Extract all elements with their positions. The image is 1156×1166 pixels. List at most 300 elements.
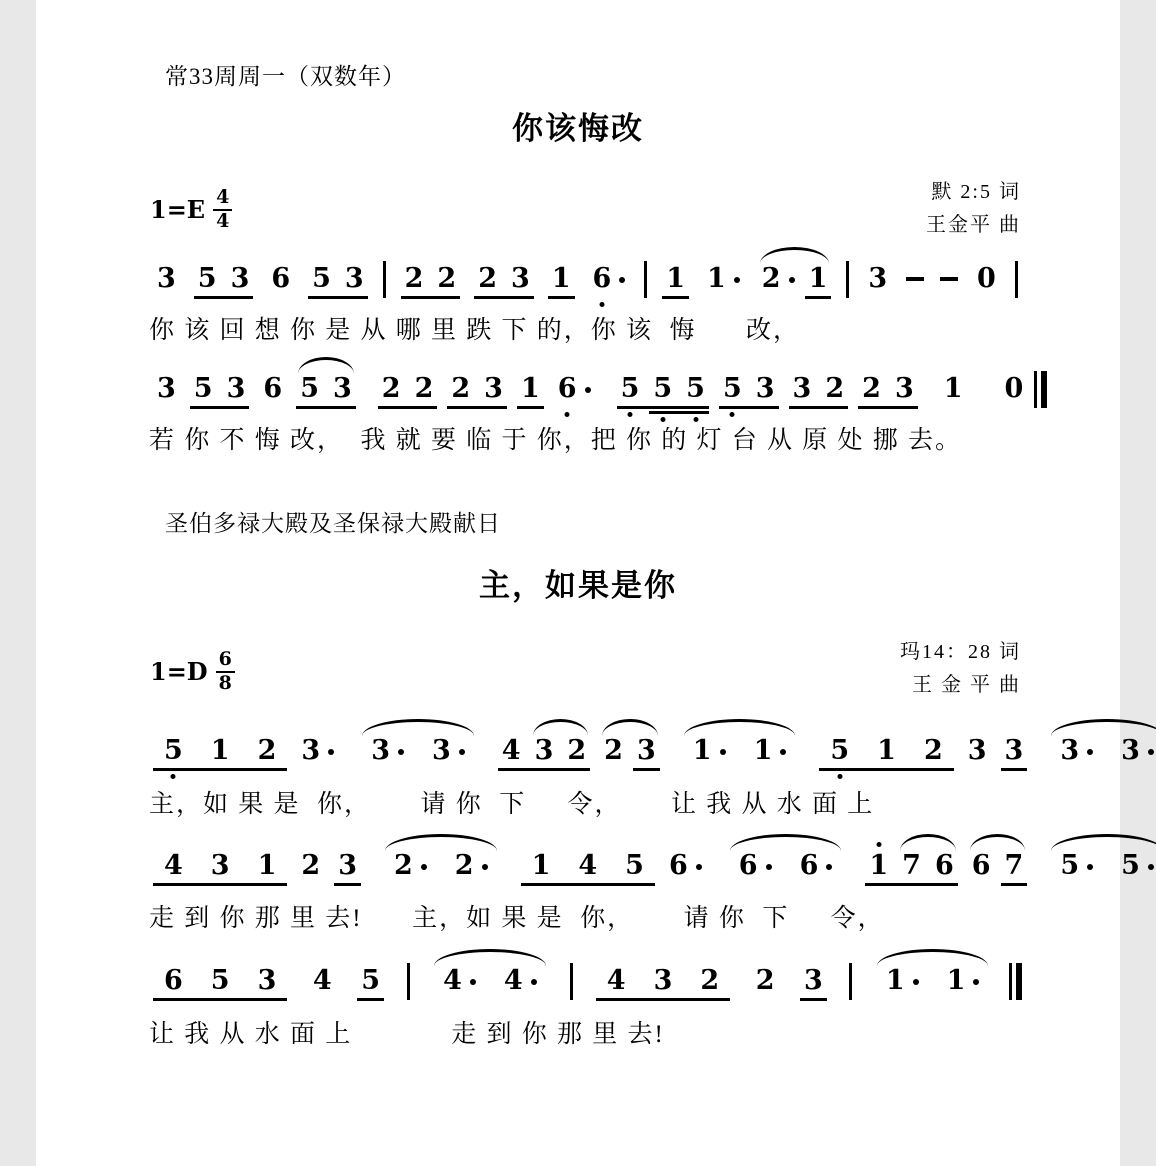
note [293,374,326,404]
beam-underline [308,296,368,299]
slur-arc [602,719,658,736]
note-digit: 6 [263,373,283,404]
barline [644,261,647,298]
note-group [861,264,894,294]
augmentation-dot [734,277,740,283]
note-digit: 3 [894,373,914,404]
note-group [965,851,1031,881]
note-segment [998,374,1031,404]
note-segment [1046,851,1156,881]
note-group [514,374,547,404]
note [375,374,408,404]
augmentation-dot [585,387,591,393]
note [593,966,640,996]
beam-underline [617,406,709,409]
song1-meter-denominator: 4 [216,210,230,232]
note-digit: 5 [1121,850,1140,881]
song1-key-text: 1=E [150,195,206,224]
note [872,966,933,996]
note-digit: 3 [534,735,554,766]
song2-music-line-2 [148,843,1140,889]
note-segment [398,264,464,294]
note [786,851,847,881]
augmentation-dot [531,979,537,985]
note-digit: 2 [761,263,781,294]
note-group [700,264,747,294]
slur-arc [877,949,989,966]
note [961,736,994,766]
beam-underline [800,998,827,1001]
song1-credits [926,176,1021,242]
barline [1015,261,1018,298]
note-group [429,966,551,996]
note-group [937,374,970,404]
note [740,736,801,766]
note [818,374,851,404]
note [408,374,441,404]
beam-underline [719,406,779,409]
song2-key-signature [150,650,235,693]
note-digit: 3 [226,373,246,404]
note [630,736,663,766]
note [545,264,578,294]
note [998,736,1031,766]
note-segment [965,851,998,881]
slur-arc [970,834,1026,851]
note-group [998,374,1031,404]
note [970,264,1003,294]
beam-underline [334,883,361,886]
song1-lyrics-line-2: 若 你 不 悔 改， 我 就 要 临 于 你，把 你 的 灯 台 从 原 处 挪 去。 [149,427,963,454]
note-digit: 3 [484,373,503,404]
beam-underline [633,768,660,771]
note [150,264,183,294]
note-segment [444,374,510,404]
note-group [150,851,290,881]
song1-composer: 王金平 曲 [926,214,1021,236]
note-segment [150,736,290,766]
song1-time-signature [213,188,232,231]
note-digit: 1 [885,965,905,996]
note-digit: 1 [877,735,896,766]
note [755,264,802,294]
note-digit: 6 [558,374,577,404]
note-digit: 2 [862,373,881,404]
beam-underline [401,296,461,299]
note [380,851,441,881]
note-segment [862,851,895,881]
note-digit: 2 [393,850,413,881]
beam-underline [805,296,832,299]
note [477,374,510,404]
note-group [679,736,801,766]
beam-underline [858,406,918,409]
octave-down-dot [565,412,570,417]
note-segment [191,264,257,294]
note [597,736,630,766]
beam-underline [357,998,384,1001]
beam-underline-second [649,411,709,414]
note [197,851,244,881]
note [679,374,712,404]
note-digit: 7 [1004,850,1024,881]
note [1107,851,1156,881]
note-segment [816,736,956,766]
octave-down-dot [627,412,632,417]
note-digit: 1 [692,735,712,766]
note-group [755,264,835,294]
note [802,264,835,294]
note-digit: 2 [257,735,277,766]
note-group [294,851,327,881]
slur-arc [684,719,796,736]
note-segment [802,264,835,294]
note-group [797,966,830,996]
note-segment [998,736,1031,766]
note-group [545,264,578,294]
augmentation-dot [720,749,726,755]
note [700,264,747,294]
slur-arc [730,834,842,851]
note-segment [331,851,364,881]
note-group [593,966,733,996]
note-digit: 6 [738,850,758,881]
note [354,966,387,996]
augmentation-dot [1087,749,1093,755]
note [305,264,338,294]
note-digit: 1 [210,735,230,766]
note-digit: 2 [454,850,474,881]
note [418,736,479,766]
note-digit: 3 [332,373,352,404]
note [150,966,197,996]
beam-underline [517,406,544,409]
note [862,851,895,881]
beam-underline [1001,883,1028,886]
note-segment [150,851,290,881]
note-group [357,736,479,766]
duration-dash [906,277,924,281]
note-digit: 3 [755,373,775,404]
song2-composer: 王 金 平 曲 [912,674,1021,696]
note [197,966,244,996]
augmentation-dot [826,864,832,870]
note [256,374,289,404]
note [560,736,593,766]
final-barline-thick [1041,371,1047,408]
note-digit: 3 [157,373,176,404]
note-segment [716,374,782,404]
note [998,374,1031,404]
note-digit: 5 [686,374,705,404]
note [686,966,733,996]
note [659,264,692,294]
note-group [872,966,994,996]
note [441,851,502,881]
augmentation-dot [470,979,476,985]
beam-underline [296,406,356,409]
note-segment [256,374,289,404]
duration-dash [940,277,958,281]
note [861,264,894,294]
note-segment [855,374,921,404]
note [855,374,888,404]
note-digit: 2 [923,735,943,766]
note-digit: 1 [257,850,277,881]
note-segment [293,374,359,404]
note-digit: 1 [551,263,571,294]
note-digit: 6 [593,264,612,294]
note-digit: 2 [604,735,623,766]
augmentation-dot [780,749,786,755]
note [1046,736,1107,766]
note-segment [305,264,371,294]
note [749,966,782,996]
note-digit: 3 [1121,735,1140,766]
final-barline [1009,963,1022,1000]
note-digit: 2 [381,373,401,404]
note-digit: 5 [193,373,213,404]
note [910,736,957,766]
note-digit: 5 [197,263,217,294]
final-barline-thin [1009,963,1012,1000]
note-digit: 2 [451,373,471,404]
barline [846,261,849,298]
note-digit: 4 [578,850,598,881]
note-segment [150,264,183,294]
beam-underline [378,406,438,409]
song2-lyricist: 玛14：28 词 [900,641,1021,663]
note-digit: 3 [868,263,888,294]
note-segment [306,966,339,996]
note-digit: 4 [164,850,183,881]
note [640,966,687,996]
note-segment [150,374,183,404]
note [816,736,863,766]
song2-lyrics-line-3: 让 我 从 水 面 上 走 到 你 那 里 去! [149,1021,665,1048]
note-group [970,264,1003,294]
augmentation-dot [973,979,979,985]
note-digit: 2 [825,373,845,404]
note-segment [294,851,327,881]
note-group [331,851,364,881]
note-group [187,374,253,404]
song2-time-signature [216,650,235,693]
note-digit: 3 [301,735,321,766]
note [888,374,921,404]
barline [407,963,410,1000]
beam-underline [548,296,575,299]
note-digit: 3 [1004,735,1024,766]
note [564,851,611,881]
note-segment [551,374,598,404]
note-digit: 3 [431,735,451,766]
note-segment [797,966,830,996]
note-digit: 3 [210,850,230,881]
note-digit: 3 [804,965,823,996]
beam-underline [1001,768,1028,771]
note-segment [755,264,802,294]
song2-title: 主，如果是你 [479,568,677,603]
note-digit: 3 [653,965,673,996]
note [528,736,561,766]
note-segment [970,264,1003,294]
note [928,851,961,881]
song1-music-line-2 [148,366,1024,412]
song1-title: 你该悔改 [512,111,644,146]
note-segment [514,374,547,404]
slur-arc [900,834,956,851]
note [1107,736,1156,766]
note-digit: 2 [301,850,321,881]
note-segment [725,851,847,881]
note [197,736,244,766]
note-digit: 5 [625,850,644,881]
augmentation-dot [421,864,427,870]
note-digit: 3 [1060,735,1080,766]
note-segment [264,264,297,294]
note-segment [375,374,441,404]
song2-music-line-3 [148,958,1024,1004]
note-digit: 5 [300,373,319,404]
note-segment [630,736,663,766]
note-group [191,264,257,294]
note-digit: 5 [723,374,742,404]
note-group [150,966,290,996]
note-group [998,736,1031,766]
note-digit: 4 [503,965,523,996]
note-group [1046,851,1156,881]
slur-arc [362,719,474,736]
note-group [716,374,782,404]
note-digit: 1 [869,851,888,881]
note [679,736,740,766]
note-group [659,264,692,294]
note-digit: 3 [157,263,176,294]
note [504,264,537,294]
note-digit: 4 [312,965,332,996]
note-digit: 2 [567,735,587,766]
note-digit: 3 [792,373,812,404]
note-group [380,851,502,881]
beam-underline [153,998,287,1001]
note [797,966,830,996]
note-group [444,374,510,404]
note-digit: 1 [753,735,773,766]
note-digit: 3 [344,263,364,294]
note-group [306,966,339,996]
note-group [597,736,663,766]
note [471,264,504,294]
note [611,851,658,881]
note-segment [586,264,633,294]
note-segment [471,264,537,294]
slur-arc [760,247,830,264]
note [646,374,679,404]
note [430,264,463,294]
note-segment [528,736,594,766]
note-group [1046,736,1156,766]
note [586,264,633,294]
slur-arc [385,834,497,851]
note [490,966,551,996]
note-segment [593,966,733,996]
note-segment [872,966,994,996]
note [725,851,786,881]
note-digit: 3 [510,263,530,294]
note [965,851,998,881]
note-segment [614,374,647,404]
note-digit: 5 [164,736,183,766]
note-digit: 3 [338,850,357,881]
augmentation-dot [1087,864,1093,870]
augmentation-dot [482,864,488,870]
note-segment [294,736,341,766]
final-barline-thin [1034,371,1037,408]
note [786,374,819,404]
note [264,264,297,294]
song1-lyrics-line-1: 你 该 回 想 你 是 从 哪 里 跌 下 的，你 该 悔 改， [149,317,801,344]
note-digit: 1 [946,965,966,996]
note-group [662,851,709,881]
note-group [862,851,960,881]
augmentation-dot [1148,864,1154,870]
note-digit: 2 [755,965,775,996]
note-segment [895,851,961,881]
note-digit: 4 [501,735,521,766]
note [716,374,749,404]
note [514,374,547,404]
note-digit: 5 [361,965,381,996]
note-digit: 1 [943,373,963,404]
note-group [150,264,183,294]
beam-underline [865,883,957,886]
note-segment [998,851,1031,881]
note [429,966,490,996]
note-digit: 1 [707,263,726,294]
note-digit: 5 [312,263,331,294]
barline [849,963,852,1000]
note-group [398,264,464,294]
note [150,851,197,881]
sheet-music-page [36,0,1140,1166]
song2-credits [900,636,1021,702]
beam-underline [153,883,287,886]
note-segment [861,264,894,294]
note [551,374,598,404]
note-group [614,374,712,404]
beam-underline [521,883,655,886]
note-segment [187,374,253,404]
note-group [471,264,537,294]
note-digit: 7 [902,850,921,881]
beam-underline [194,296,254,299]
slur-arc [298,357,354,374]
note-segment [495,736,528,766]
note-segment [150,966,290,996]
note [895,851,928,881]
note-segment [429,966,551,996]
note-digit: 5 [653,374,672,404]
note-digit: 2 [414,373,434,404]
note [1046,851,1107,881]
note-group [586,264,633,294]
note-segment [659,264,692,294]
note-digit: 2 [700,965,720,996]
augmentation-dot [913,979,919,985]
note-digit: 6 [164,965,183,996]
note [187,374,220,404]
